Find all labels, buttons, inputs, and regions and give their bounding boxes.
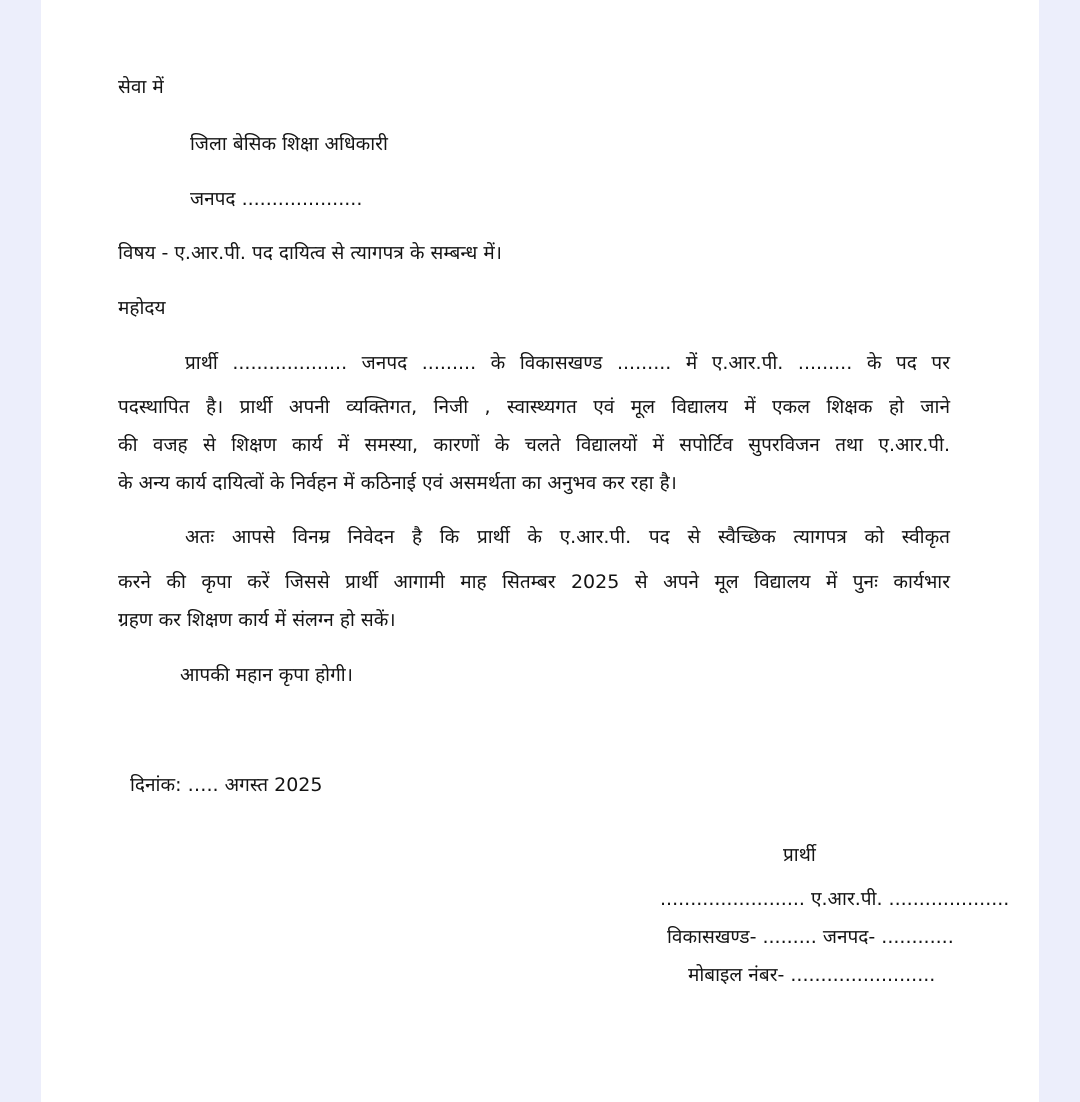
para1-line1: प्रार्थी ................... जनपद ......... के विकासखण्ड ......... में ए.आर.पी. ......... के पद पर <box>185 352 950 374</box>
subject-line: विषय - ए.आर.पी. पद दायित्व से त्यागपत्र के सम्बन्ध में। <box>118 242 502 264</box>
recipient-title: जिला बेसिक शिक्षा अधिकारी <box>190 133 388 155</box>
signature-title: प्रार्थी <box>783 844 816 866</box>
para1-line4: के अन्य कार्य दायित्वों के निर्वहन में कठिनाई एवं असमर्थता का अनुभव कर रहा है। <box>118 472 677 494</box>
recipient-district: जनपद .................... <box>190 188 363 210</box>
para1-line3: की वजह से शिक्षण कार्य में समस्या, कारणों के चलते विद्यालयों में सपोर्टिव सुपरविजन तथा ए.आर.पी. <box>118 434 950 456</box>
para1-line2: पदस्थापित है। प्रार्थी अपनी व्यक्तिगत, निजी , स्वास्थ्यगत एवं मूल विद्यालय में एकल शिक्षक हो जाने <box>118 396 950 418</box>
closing-line: आपकी महान कृपा होगी। <box>180 664 353 686</box>
signature-line2: विकासखण्ड- ......... जनपद- ............ <box>667 926 954 948</box>
signature-line3: मोबाइल नंबर- ........................ <box>688 964 936 986</box>
date-line: दिनांक: ….. अगस्त 2025 <box>130 774 323 796</box>
salutation-to: सेवा में <box>118 76 164 98</box>
para2-line3: ग्रहण कर शिक्षण कार्य में संलग्न हो सकें। <box>118 609 396 631</box>
para2-line2: करने की कृपा करें जिससे प्रार्थी आगामी माह सितम्बर 2025 से अपने मूल विद्यालय में पुनः कार्यभार <box>118 571 950 593</box>
greeting: महोदय <box>118 297 166 319</box>
para2-line1: अतः आपसे विनम्र निवेदन है कि प्रार्थी के ए.आर.पी. पद से स्वैच्छिक त्यागपत्र को स्वीकृत <box>185 526 950 548</box>
signature-line1: ........................ ए.आर.पी. .................... <box>660 888 1010 910</box>
